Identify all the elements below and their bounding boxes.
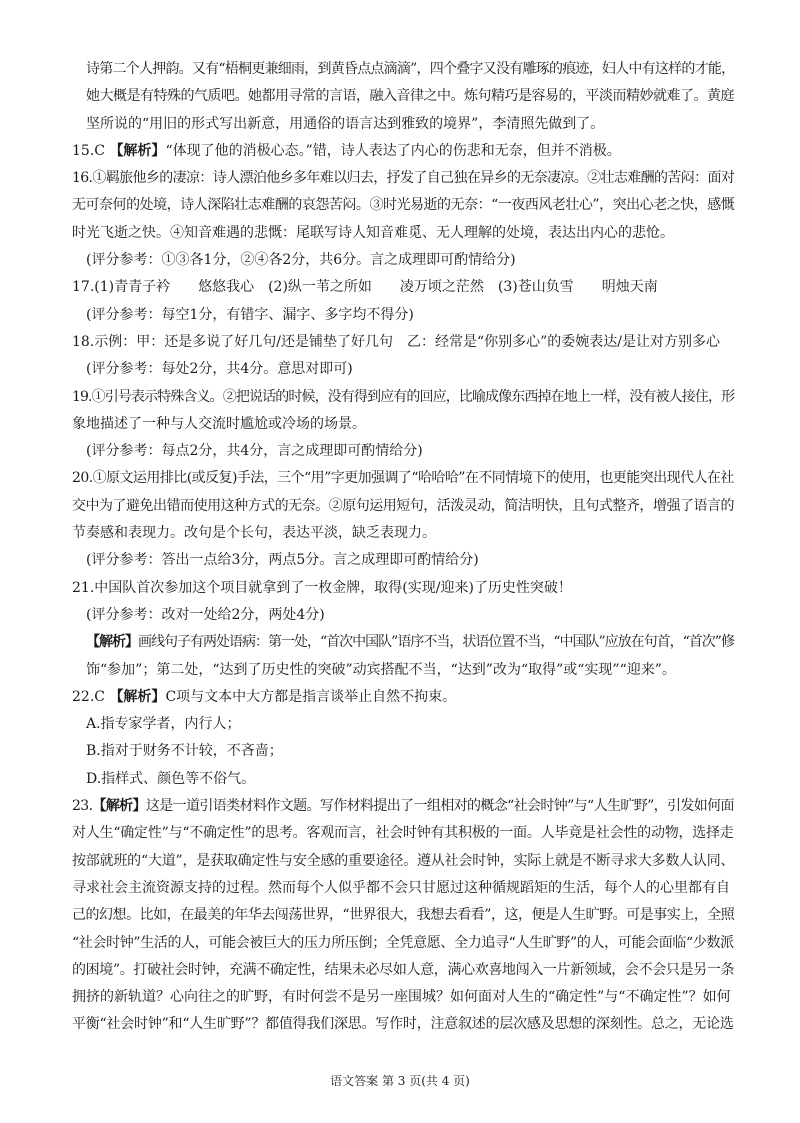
- text-line: [72, 165, 734, 192]
- paragraph-q22: [72, 684, 734, 711]
- line-text: (评分参考：答出一点给3分，两点5分。言之成理即可酌情给分): [86, 552, 479, 569]
- line-text: 按部就班的“大道”，是获取确定性与安全感的重要途径。遵从社会时钟，实际上就是不断寻求大多数人认同、: [72, 852, 735, 869]
- text-line: [72, 493, 734, 520]
- line-text: 18.示例：甲：还是多说了好几句/还是铺垫了好几句 乙：经常是“你别多心”的委婉表达/是让对方别多心: [72, 333, 721, 350]
- text-line: [86, 547, 734, 574]
- line-text: 20.①原文运用排比(或反复)手法，三个“用”字更加强调了“哈哈哈”在不同情境下的使用，也更能突出现代人在社: [72, 470, 734, 487]
- line-text: 17.(1)青青子衿 悠悠我心 (2)纵一苇之所如 凌万顷之茫然 (3)苍山负雪 明烛天南: [72, 279, 658, 296]
- paragraph-q19: [72, 384, 734, 439]
- line-text: 的困境”。打破社会时钟，充满不确定性，结果未必尽如人意，满心欢喜地闯入一片新领域，会不会只是另一条: [72, 961, 735, 978]
- paragraph-p14c: [72, 56, 734, 138]
- line-text: B.指对于财务不计较，不吝啬；: [86, 743, 283, 760]
- text-line: [72, 984, 734, 1011]
- line-text: (评分参考：每点2分，共4分，言之成理即可酌情给分): [86, 443, 423, 460]
- text-line: [72, 684, 734, 711]
- line-text: 拥挤的新轨道？心向往之的旷野，有时何尝不是另一座围城？如何面对人生的“确定性”与“不确定性”？如何: [72, 989, 731, 1006]
- text-line: [86, 657, 734, 684]
- text-line: [72, 575, 734, 602]
- text-line: [72, 329, 734, 356]
- paragraph-q17s: [72, 302, 734, 329]
- paragraph-q21s: [72, 602, 734, 629]
- line-text: “体现了他的消极心态。”错，诗人表达了内心的伤悲和无奈，但并不消极。: [165, 142, 621, 159]
- text-line: [72, 274, 734, 301]
- text-line: [72, 902, 734, 929]
- line-text: (评分参考：每空1分，有错字、漏字、多字均不得分): [86, 306, 414, 323]
- text-line: [72, 465, 734, 492]
- line-text: 平衡“社会时钟”和“人生旷野”？都值得我们深思。写作时，注意叙述的层次感及思想的深刻性。总之，无论选: [72, 1016, 734, 1033]
- line-text: “社会时钟”生活的人，可能会被巨大的压力所压倒；全凭意愿、全力追寻“人生旷野”的人，可能会面临“少数派: [72, 934, 734, 951]
- line-text: 诗第二个人押韵。又有“梧桐更兼细雨，到黄昏点点滴滴”，四个叠字又没有雕琢的痕迹，妇人中有这样的才能，: [86, 61, 735, 77]
- paragraph-q22b: [72, 738, 734, 765]
- paragraph-q23: [72, 793, 734, 1039]
- text-line: [72, 220, 734, 247]
- text-line: [72, 848, 734, 875]
- line-text: 16.①羁旅他乡的凄凉：诗人漂泊他乡多年难以归去，抒发了自己独在异乡的无奈凄凉。②壮志难酬的苦闷：面对: [72, 170, 735, 187]
- paragraph-q18s: [72, 356, 734, 383]
- text-line: [72, 384, 734, 411]
- text-line: [86, 602, 734, 629]
- paragraph-q22d: [72, 766, 734, 793]
- text-line: [86, 438, 734, 465]
- line-text: 时光飞逝之快。④知音难遇的悲慨：尾联写诗人知音难觅、无人理解的处境，表达出内心的悲怆。: [72, 224, 674, 241]
- line-text: 无可奈何的处境，诗人深陷壮志难酬的哀怨苦闷。③时光易逝的无奈：“一夜西风老壮心”，突出心老之快，感慨: [72, 197, 735, 214]
- paragraph-q18: [72, 329, 734, 356]
- text-line: [72, 930, 734, 957]
- paragraph-q19s: [72, 438, 734, 465]
- text-line: [72, 793, 734, 820]
- text-line: [86, 738, 734, 765]
- answer-page: [72, 56, 734, 1039]
- text-line: [86, 766, 734, 793]
- text-line: [72, 138, 734, 165]
- analysis-tag: 【解析】: [109, 688, 166, 705]
- text-line: [72, 520, 734, 547]
- line-text: (评分参考：改对一处给2分，两处4分): [86, 606, 325, 623]
- analysis-tag: 【解析】: [92, 798, 146, 815]
- text-line: [86, 83, 734, 110]
- paragraph-q15: [72, 138, 734, 165]
- line-text: 21.中国队首次参加这个项目就拿到了一枚金牌，取得(实现/迎来)了历史性突破！: [72, 579, 572, 596]
- text-line: [72, 820, 734, 847]
- paragraph-q20s: [72, 547, 734, 574]
- text-line: [72, 957, 734, 984]
- line-text: D.指样式、颜色等不俗气。: [86, 770, 256, 787]
- line-text: 这是一道引语类材料作文题。写作材料提出了一组相对的概念“社会时钟”与“人生旷野”，引发如何面: [145, 798, 734, 815]
- line-text: C项与文本中大方都是指言谈举止自然不拘束。: [165, 688, 457, 705]
- question-number: 15.C: [72, 142, 110, 159]
- question-number: 23.: [72, 798, 93, 815]
- text-line: [86, 629, 734, 656]
- paragraph-q22a: [72, 711, 734, 738]
- text-line: [86, 302, 734, 329]
- text-line: [72, 192, 734, 219]
- text-line: [72, 875, 734, 902]
- paragraph-q20: [72, 465, 734, 547]
- line-text: 寻求社会主流资源支持的过程。然而每个人似乎都不会只甘愿过这种循规蹈矩的生活，每个人的心里都有自: [72, 879, 730, 896]
- line-text: 交中为了避免出错而使用这种方式的无奈。②原句运用短句，活泼灵动，简洁明快，且句式整齐，增强了语言的: [72, 497, 734, 514]
- line-text: 饰“参加”；第二处，“达到了历史性的突破”动宾搭配不当，“达到”改为“取得”或“实现”“迎来”。: [86, 661, 676, 678]
- paragraph-q16: [72, 165, 734, 247]
- analysis-tag: 【解析】: [86, 634, 138, 651]
- text-line: [72, 1011, 734, 1038]
- line-text: 己的幻想。比如，在最美的年华去闯荡世界，“世界很大，我想去看看”，这，便是人生旷野。可是事实上，全照: [72, 907, 735, 924]
- text-line: [86, 111, 734, 138]
- line-text: (评分参考：①③各1分，②④各2分，共6分。言之成理即可酌情给分): [86, 252, 516, 269]
- line-text: (评分参考：每处2分，共4分。意思对即可): [86, 361, 353, 378]
- line-text: 19.①引号表示特殊含义。②把说话的时候，没有得到应有的回应，比喻成像东西掉在地上一样，没有被人接住，形: [72, 388, 735, 405]
- text-line: [72, 411, 734, 438]
- text-line: [86, 56, 734, 83]
- line-text: 对人生“确定性”与“不确定性”的思考。客观而言，社会时钟有其积极的一面。人毕竟是社会性的动物，选择走: [72, 825, 734, 842]
- line-text: 节奏感和表现力。改句是个长句，表达平淡，缺乏表现力。: [72, 525, 436, 542]
- paragraph-q21a: [72, 629, 734, 684]
- question-number: 22.C: [72, 688, 110, 705]
- paragraph-q17: [72, 274, 734, 301]
- page-footer: 语文答案 第 3 页(共 4 页): [330, 1074, 470, 1088]
- analysis-tag: 【解析】: [109, 142, 166, 159]
- line-text: 她大概是有特殊的气质吧。她都用寻常的言语，融入音律之中。炼句精巧是容易的，平淡而精妙就难了。黄庭: [86, 88, 734, 105]
- text-line: [86, 356, 734, 383]
- line-text: 坚所说的“用旧的形式写出新意，用通俗的语言达到雅致的境界”，李清照先做到了。: [86, 115, 605, 132]
- line-text: 画线句子有两处语病：第一处，“首次中国队”语序不当，状语位置不当，“中国队”应放在句首，“首次”修: [138, 634, 734, 651]
- line-text: A.指专家学者，内行人；: [86, 716, 241, 733]
- paragraph-q16s: [72, 247, 734, 274]
- text-line: [86, 247, 734, 274]
- paragraph-q21: [72, 575, 734, 602]
- text-line: [86, 711, 734, 738]
- line-text: 象地描述了一种与人交流时尴尬或冷场的场景。: [72, 415, 366, 432]
